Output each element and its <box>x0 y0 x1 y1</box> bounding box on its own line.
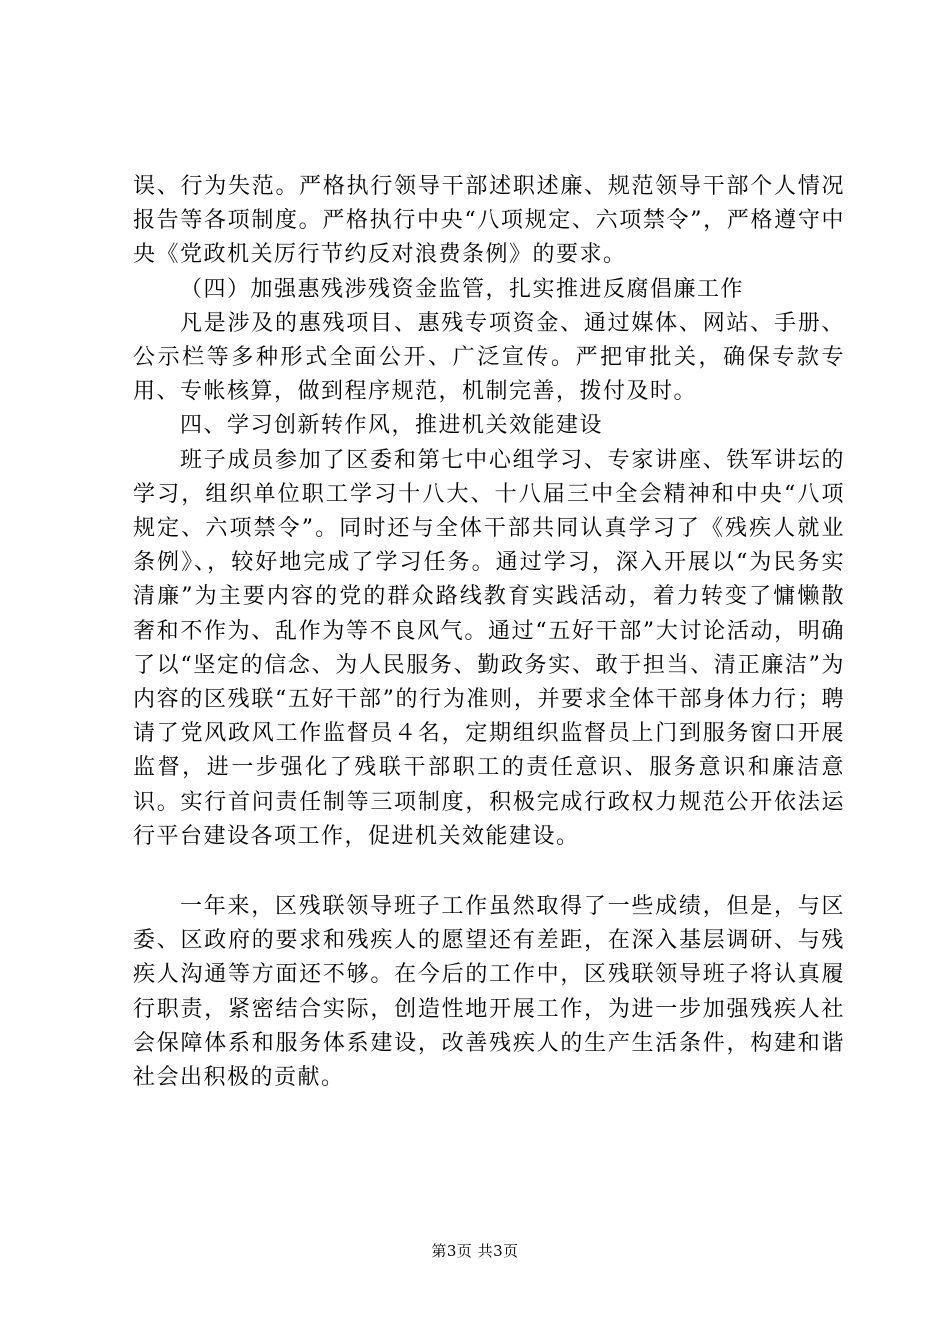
page-number-footer: 第3页 共3页 <box>431 1242 519 1260</box>
paragraph-continued-regulations: 误、行为失范。严格执行领导干部述职述廉、规范领导干部个人情况报告等各项制度。严格执行中央“八项规定、六项禁令”，严格遵守中央《党政机关厉行节约反对浪费条例》的要求。 <box>133 174 845 268</box>
paragraph-funds-disclosure: 凡是涉及的惠残项目、惠残专项资金、通过媒体、网站、手册、公示栏等多种形式全面公开、广泛宣传。严把审批关，确保专款专用、专帐核算，做到程序规范，机制完善，拨付及时。 <box>133 310 845 405</box>
paragraph-summary: 一年来，区残联领导班子工作虽然取得了一些成绩，但是，与区委、区政府的要求和残疾人的愿望还有差距，在深入基层调研、与残疾人沟通等方面还不够。在今后的工作中，区残联领导班子将认真履行职责，紧密结合实际，创造性地开展工作，为进一步加强残疾人社会保障体系和服务体系建设，改善残疾人的生产生活条件，构建和谐社会出积极的贡献。 <box>133 894 845 1091</box>
section-heading-funds-supervision: （四）加强惠残涉残资金监管，扎实推进反腐倡廉工作 <box>180 276 745 302</box>
document-body <box>133 170 845 1095</box>
section-heading-efficiency-building: 四、学习创新转作风，推进机关效能建设 <box>180 413 604 439</box>
paragraph-study-activities: 班子成员参加了区委和第七中心组学习、专家讲座、铁军讲坛的学习，组织单位职工学习十八大、十八届三中全会精神和中央“八项规定、六项禁令”。同时还与全体干部共同认真学习了《残疾人就业条例》、，较好地完成了学习任务。通过学习，深入开展以“为民务实清廉”为主要内容的党的群众路线教育实践活动，着力转变了慵懒散奢和不作为、乱作为等不良风气。通过“五好干部”大讨论活动，明确了以“坚定的信念、为人民服务、勤政务实、敢于担当、清正廉洁”为内容的区残联“五好干部”的行为准则，并要求全体干部身体力行；聘请了党风政风工作监督员４名，定期组织监督员上门到服务窗口开展监督，进一步强化了残联干部职工的责任意识、服务意识和廉洁意识。实行首问责任制等三项制度，积极完成行政权力规范公开依法运行平台建设各项工作，促进机关效能建设。 <box>133 447 845 849</box>
